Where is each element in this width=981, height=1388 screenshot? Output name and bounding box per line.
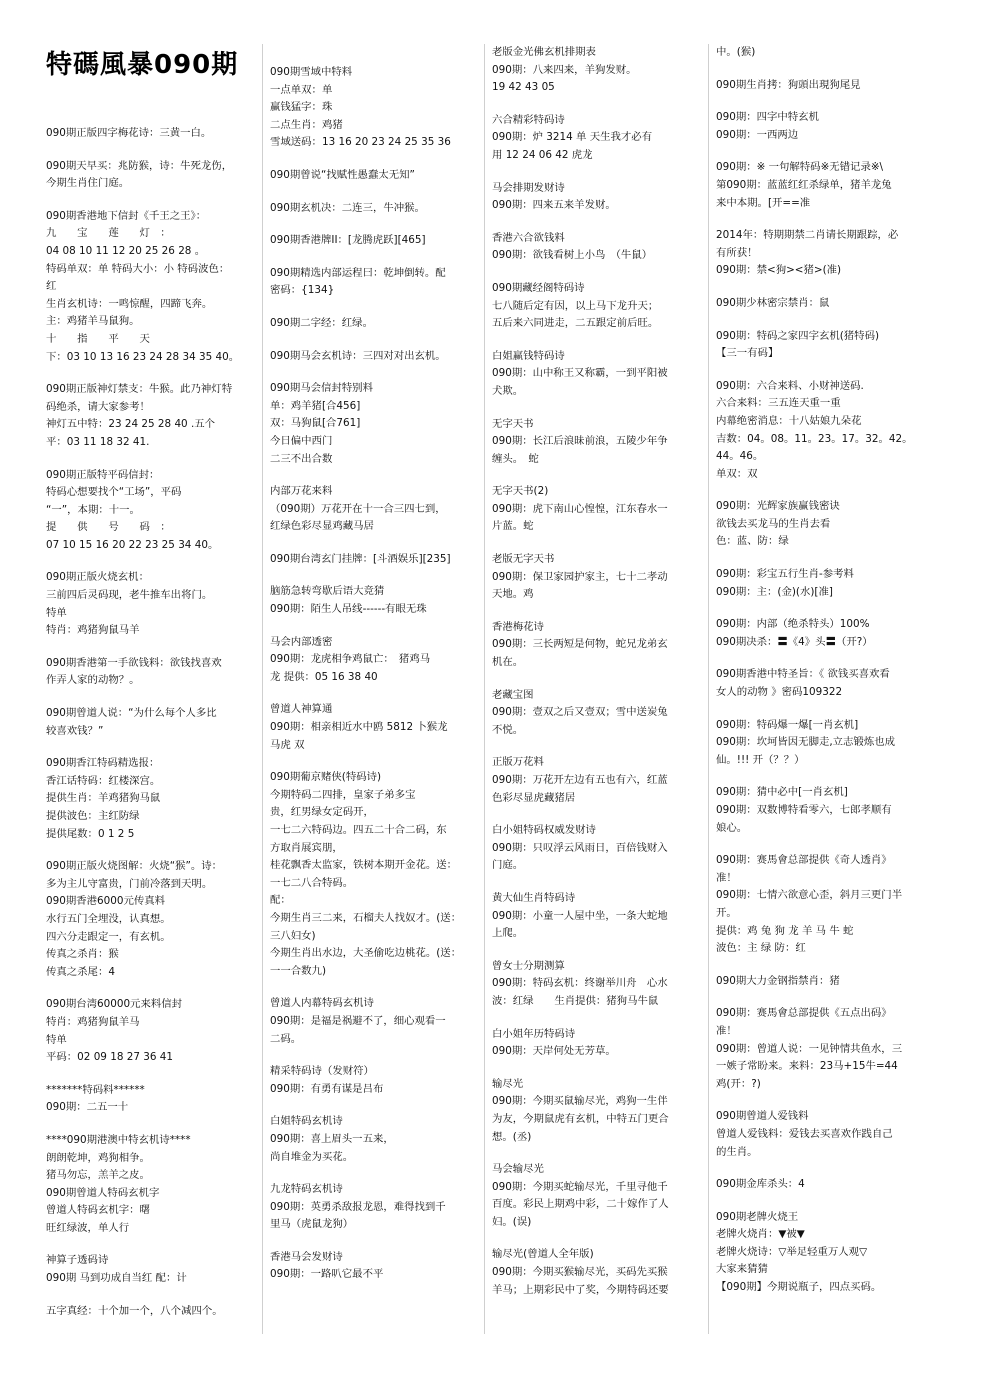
paragraph-gap [716,94,924,109]
text-line: 090期：特码爆一爆[一肖玄机] [716,718,859,731]
text-line: 输尽光(曾道人全年版) [492,1248,594,1261]
paragraph-gap [716,144,924,159]
text-line: 090期：内部（绝杀特头）100% [716,618,870,631]
text-line: 大家来猜猜 [716,1263,768,1276]
text-line: 来中本期。[开==准 [716,196,811,209]
text-line: 多为主儿守富贵，门前冷落到天明。 [46,877,213,890]
text-line: 老藏宝图 [492,688,534,701]
paragraph-gap [270,1098,476,1113]
text-line: 090期香港地下信封《千王之王》： [46,209,207,222]
text-line: 的生肖。 [716,1145,758,1158]
text-line: 想。(丞) [492,1130,532,1143]
text-line: 十 指 平 天 [46,332,150,345]
text-line: 090期正版四字梅花诗：三黄一白。 [46,127,212,139]
text-line: 双：马狗鼠[合761] [270,417,361,430]
text-line: 准！ [716,871,737,884]
text-line: 090期曾道人特码玄机字 [46,1186,160,1199]
text-line: 090期：坎坷皆因无脚走,立志锻炼也成 [716,736,895,749]
text-line: 机在。 [492,656,524,669]
text-line: 090期曾道人说：“为什么每个人多比 [46,707,217,720]
paragraph-gap [492,672,700,687]
text-line: 正版万花料 [492,756,544,769]
text-line: 色彩尽显虎藏猪居 [492,791,576,804]
text-line: 传真之杀肖：猴 [46,948,119,961]
paragraph-gap [492,943,700,958]
paragraph-gap [492,97,700,112]
text-line: 090期 马到功成自当红 配：计 [46,1272,187,1285]
text-line: 门庭。 [492,859,524,872]
text-line: 提供波色：主红防绿 [46,810,140,822]
paragraph-gap [716,1161,924,1176]
paragraph-gap [270,217,476,232]
text-line: 090期：六合来料、小财神送码. [716,379,864,392]
text-line: 老牌火烧肖：▼被▼ [716,1228,805,1241]
text-line: 090期天早买：兆防猴，诗：牛死龙伤， [46,159,233,172]
text-line: 090期精选内部运程曰：乾坤倒转。配 [270,266,446,279]
text-line: 娘心。 [716,821,748,834]
text-line: 欲钱去买龙马的生肖去看 [716,517,831,530]
text-line: 曾女士分期测算 [492,959,565,972]
text-line: 平：03 11 18 32 41. [46,435,150,448]
text-line: 090期台湾玄门挂牌：[斗酒娱乐][235] [270,552,451,565]
paragraph-gap [492,807,700,822]
text-line: 白姐赢钱特码诗 [492,349,565,362]
text-line: 六合精彩特码诗 [492,113,565,126]
text-line: 五字真经：十个加一个，八个减四个。 [46,1304,223,1317]
paragraph-gap [716,62,924,77]
paragraph-gap [716,363,924,378]
text-line: 090期藏经阁特码诗 [492,281,585,294]
text-line: 090期香港6000元传真料 [46,895,166,908]
paragraph-gap [716,1093,924,1108]
text-line: 090期：有勇有谋是吕布 [270,1082,384,1095]
paragraph-gap [716,651,924,666]
paragraph-gap [46,981,254,996]
text-line: 七八随后定有因，以上马下龙升天； [492,299,659,312]
text-line: 旺红绿波，单人行 [46,1221,130,1234]
text-line: 今期生肖三二来，石榴夫人找奴才。(送： [270,911,462,924]
text-line: 作弄人家的动物？。 [46,674,140,687]
text-line: 老牌火烧诗：▽举足轻重万人观▽ [716,1245,868,1258]
text-line: 090期马会玄机诗：三四对对出玄机。 [270,349,446,362]
text-line: 04 08 10 11 12 20 25 26 28 。 [46,244,206,257]
text-line: 神灯五中特：23 24 25 28 40 .五个 [46,418,216,431]
text-line: 马会内部透密 [270,635,333,648]
text-line: 天地。鸡 [492,588,534,601]
text-line: 脑筋急转弯歇后语大竞猜 [270,585,385,598]
text-line: 第090期：蓝蓝红红杀绿单，猪羊龙兔 [716,178,892,191]
paragraph-gap [46,843,254,858]
text-line: 贵，红男绿女定码开， [270,806,374,819]
text-line: 090期正版火烧玄机： [46,571,149,584]
paragraph-gap [716,551,924,566]
paragraph-gap [492,265,700,280]
text-line: 老版金光佛玄机排期表 [492,46,596,58]
text-line: 090期玄机决：二连三，牛冲猴。 [270,201,425,214]
paragraph-gap [270,300,476,315]
text-line: 主：鸡猪羊马鼠狗。 [46,315,140,328]
paragraph-gap [46,640,254,655]
text-line: 曾道人内幕特码玄机诗 [270,997,374,1010]
text-line: 一嫉子常盼来。来料：23马+15牛=44 [716,1060,898,1073]
text-line: 二三不出合数 [270,452,333,465]
text-line: “一”，本期：十一。 [46,503,140,516]
text-line: 黄大仙生肖特码诗 [492,891,576,904]
paragraph-gap [46,740,254,755]
text-line: 尚自堆金为买花。 [270,1150,354,1163]
text-line: 特肖：鸡猪狗鼠马羊 [46,624,140,637]
text-line: 44。46。 [716,450,764,463]
paragraph-gap [270,536,476,551]
paragraph-gap [270,333,476,348]
text-line: 神算子透码诗 [46,1254,109,1267]
text-line: 为友，今期鼠虎有玄机，中特五门更合 [492,1112,669,1125]
text-line: 朗朗乾坤，鸡狗相争。 [46,1151,150,1164]
text-line: 090期：二五一十 [46,1101,129,1114]
text-line: 090期雪域中特料 [270,66,353,78]
paragraph-gap [716,280,924,295]
text-line: 090期生肖拷：狗頭出現狗尾見 [716,78,861,91]
text-line: 090期二字经：红绿。 [270,316,373,329]
paragraph-gap [270,619,476,634]
text-line: 六合来料：三五连天重一重 [716,397,841,410]
text-line: 曾道人爱钱料：爱钱去买喜欢作践自己 [716,1127,893,1140]
text-line: 090期正版火烧图解：火烧“猴”。诗： [46,860,223,873]
text-line: 较喜欢钱？” [46,724,104,737]
text-line: 波色：主 绿 防：红 [716,942,806,955]
text-line: 特单 [46,1033,67,1046]
text-line: 中。(猴) [716,46,756,58]
text-line: 老版无字天书 [492,553,555,566]
paragraph-gap [270,686,476,701]
text-line: 090期香港牌II：[龙腾虎跃][465] [270,234,426,247]
paragraph-gap [270,568,476,583]
text-line: ****090期港澳中特玄机诗**** [46,1133,191,1146]
text-line: 马会排期发财诗 [492,181,565,194]
paragraph-gap [46,554,254,569]
text-line: 白小姐年历特码诗 [492,1027,576,1040]
text-line: 码绝杀，请大家参考！ [46,400,150,413]
text-line: 今期生肖住门庭。 [46,177,130,190]
text-line: 090期：喜上眉头一五来， [270,1132,394,1145]
text-line: 桂花飘香太监家，铁树本期开金花。送： [270,859,458,872]
paragraph-gap [270,152,476,167]
text-line: 龙 提供：05 16 38 40 [270,670,378,683]
text-line: 090期：一路叭它最不平 [270,1268,384,1281]
paragraph-gap [492,468,700,483]
page-title: 特碼風暴090期 [46,50,239,80]
text-line: 下：03 10 13 16 23 24 28 34 35 40。 [46,350,240,363]
text-line: 配： [270,894,291,907]
column-divider [262,44,263,1334]
text-line: 090期：万花开左边有五也有六，红蓝 [492,774,668,786]
text-line: 090期马会信封特别料 [270,382,373,395]
text-line: 白小姐特码权威发财诗 [492,824,596,837]
text-line: 吉数：04。08。11。23。17。32。42。 [716,432,913,445]
text-line: 准！ [716,1024,737,1037]
text-line: 一点单双：单 [270,83,333,96]
text-line: 090期决杀：〓《4》头〓（开?） [716,635,873,648]
paragraph-gap [270,1166,476,1181]
paragraph-gap [716,958,924,973]
text-line: 090期：只叹浮云风雨日，百倍钱财入 [492,841,668,854]
text-line: 090期：一西两边 [716,128,799,141]
text-line: 红 [46,280,57,293]
text-line: 090期台湾60000元来料信封 [46,998,183,1011]
text-line: 特码心想要找个“工场”，平码 [46,486,182,499]
text-line: 090期：小童一人屋中坐，一条大蛇地 [492,909,668,922]
text-line: 一七二六特码边。四五二十合二码，东 [270,824,447,836]
text-line: 090期曾道人爱钱料 [716,1110,809,1123]
text-line: 特肖：鸡猪狗鼠羊马 [46,1015,140,1028]
text-line: 07 10 15 16 20 22 23 25 34 40。 [46,538,219,551]
paragraph-gap [270,185,476,200]
text-line: 妇。(误) [492,1215,532,1228]
text-line: 090期：猜中必中[一肖玄机] [716,786,848,799]
column-divider [708,44,709,1334]
text-line: 马会输尽光 [492,1163,544,1176]
text-line: 090期：赛馬會总部提供《五点出码》 [716,1007,892,1020]
text-line: 片蓝。蛇 [492,520,534,533]
text-line: 090期：双数博特看零六，七郎孝顺有 [716,804,892,816]
text-line: 猪马勿忘，羔羊之皮。 [46,1169,150,1182]
text-line: 不悦。 [492,723,524,736]
text-line: 19 42 43 05 [492,81,555,94]
text-line: 【三一有码】 [716,347,779,360]
paragraph-gap [716,1194,924,1209]
paragraph-gap [492,739,700,754]
text-line: 单：鸡羊猪[合456] [270,399,361,412]
text-line: 香港梅花诗 [492,620,544,633]
paragraph-gap [492,1061,700,1076]
paragraph-gap [492,401,700,416]
paragraph-gap [270,468,476,483]
text-line: 仙。!!! 开（？？） [716,753,805,766]
text-line: 090期：虎下南山心惶惶，江东春水一 [492,502,668,515]
paragraph-gap [716,837,924,852]
text-line: 白姐特码玄机诗 [270,1115,343,1128]
text-line: 090期：四来五来羊发财。 [492,199,616,212]
text-line: 传真之杀尾：4 [46,965,115,978]
text-line: 今期特码二四排，皇家子弟多宝 [270,788,416,801]
text-line: 女人的动物 》密码109322 [716,686,843,699]
paragraph-gap [46,143,254,158]
paragraph-gap [270,980,476,995]
text-line: 香港马会发财诗 [270,1250,343,1263]
text-line: 090期曾说“找赋性愚蠢太无知” [270,168,415,181]
text-line: 无字天书 [492,417,534,430]
text-line: 090期：八来四来，羊狗发财。 [492,63,637,76]
text-line: 特码单双：单 特码大小：小 特码波色： [46,262,230,275]
text-line: 一七二八合特码。 [270,876,354,889]
text-line: 曾道人特码玄机字：曙 [46,1204,150,1217]
text-line: 090期：今期买猴输尽光，买码先买猴 [492,1266,668,1279]
paragraph-gap [716,990,924,1005]
text-line: 犬欺。 [492,384,524,397]
text-line: 090期老牌火烧王 [716,1210,799,1223]
text-line: 平码：02 09 18 27 36 41 [46,1051,174,1064]
text-line: 缠头。 蛇 [492,452,539,465]
text-line: 090期：炉 3214 单 天生我才必有 [492,131,653,144]
text-line: 密码：{134} [270,284,335,297]
text-line: 开。 [716,906,737,919]
text-line: 090期：相亲相近水中鸥 5812 卜猴龙 [270,721,448,734]
text-line: 雪域送码：13 16 20 23 24 25 35 36 [270,136,451,149]
text-line: 上爬。 [492,927,524,940]
text-line: *******特码料****** [46,1083,145,1096]
text-line: 090期：主：(金)(水)[准] [716,585,833,598]
text-line: 五后来六同进走，二五跟定前后旺。 [492,317,659,330]
paragraph-gap [492,165,700,180]
text-line: 百度。彩民上期鸡中彩，二十嫁作了人 [492,1198,669,1211]
text-line: 090期香港第一手欲钱料：欲钱找喜欢 [46,656,222,669]
text-line: 提供：鸡 兔 狗 龙 羊 马 牛 蛇 [716,924,854,937]
text-line: 090期：天岸何处无芳草。 [492,1045,616,1058]
text-line: 红绿色彩尽显鸡藏马居 [270,520,374,533]
text-line: 090期：山中称王又称霸，一到平阳被 [492,367,668,380]
text-line: 二码。 [270,1032,302,1045]
text-line: 今日偏中西门 [270,434,333,447]
paragraph-gap [270,365,476,380]
text-line: 曾道人神算通 [270,703,333,716]
text-line: 090期大力金钢指禁肖：猪 [716,974,840,987]
text-line: 用 12 24 06 42 虎龙 [492,148,593,161]
text-line: 2014年：特期期禁二肖请长期跟踪，必 [716,229,899,242]
paragraph-gap [492,333,700,348]
text-column-2 [270,64,476,1284]
text-line: 090期：特码之家四字玄机(猪特码) [716,329,880,342]
text-line: 特单 [46,606,67,619]
text-line: 090期：彩宝五行生肖-参考料 [716,568,854,581]
text-line: 马虎 双 [270,738,305,751]
text-line: 一一合数九) [270,964,327,977]
text-line: 090期：是福是祸避不了，细心观看一 [270,1014,446,1027]
text-line: 090期：龙虎相争鸡鼠亡： 猪鸡马 [270,653,431,666]
text-line: 九 宝 莲 灯 ： [46,227,171,240]
paragraph-gap [46,452,254,467]
text-line: 香江话特码：红楼深宫。 [46,774,161,787]
text-line: 090期：禁<狗><猪>(准) [716,264,842,277]
text-line: 090期香江特码精选报： [46,757,160,770]
text-line: 090期：四字中特玄机 [716,111,819,124]
text-line: 提供生肖：羊鸡猪狗马鼠 [46,792,161,805]
paragraph-gap [46,193,254,208]
text-column-4 [716,44,924,1297]
column-divider [484,44,485,1334]
paragraph-gap [46,366,254,381]
text-line: 090期金库杀头：4 [716,1178,805,1191]
text-line: 090期：长江后浪昧前浪，五陵少年争 [492,435,668,448]
text-line: 090期：曾道人说：一见钟情共鱼水，三 [716,1042,903,1055]
paragraph-gap [716,212,924,227]
text-line: 090期葡京赌侠(特码诗) [270,771,382,784]
text-line: 090期：特码玄机：终谢举川舟 心水 [492,977,668,990]
text-line: 090期香港中特圣旨：《 欲钱买喜欢看 [716,668,890,681]
paragraph-gap [716,601,924,616]
text-line: 里马（虎鼠龙狗） [270,1218,354,1231]
text-line: 二点生肖：鸡猪 [270,118,343,131]
paragraph-gap [46,1237,254,1252]
text-line: 提供尾数：0 1 2 5 [46,827,135,840]
text-line: 提 供 号 码 ： [46,521,171,534]
paragraph-gap [46,690,254,705]
text-line: 090期：今期买蛇输尽光，千里寻他千 [492,1180,668,1193]
paragraph-gap [270,1048,476,1063]
text-line: 090期：保卫家园护家主，七十二孝动 [492,570,668,583]
text-line: 三八妇女) [270,929,316,942]
text-line: （090期）万花开在十一合三四七到， [270,502,446,515]
paragraph-gap [46,1067,254,1082]
text-line: 四六分走跟定一，有玄机。 [46,930,171,943]
text-line: 内幕绝密消息：十八姑娘九朵花 [716,414,862,427]
paragraph-gap [270,250,476,265]
text-line: 输尽光 [492,1077,524,1090]
text-line: 赢钱猛字：珠 [270,101,333,114]
paragraph-gap [716,483,924,498]
text-line: 090期正版特平码信封： [46,468,160,481]
text-line: 090期：英勇杀敌报龙恩，难得找到千 [270,1200,446,1213]
text-line: 鸡(开：?) [716,1077,761,1090]
text-line: 今期生肖出水边，大圣偷吃边桃花。(送： [270,947,462,960]
text-line: 090期：赛馬會总部提供《奇人透肖》 [716,854,892,867]
text-line: 内部万花来料 [270,485,333,498]
text-line: 水行五门全埋没，认真想。 [46,912,171,925]
text-column-3 [492,44,700,1299]
text-line: 090期少林密宗禁肖：鼠 [716,296,830,309]
paragraph-gap [492,1011,700,1026]
paragraph-gap [270,1234,476,1249]
text-line: 三前四后灵码现，老牛推车出将门。 [46,589,213,602]
paragraph-gap [492,536,700,551]
text-line: 方取肖展宾朋， [270,841,343,854]
text-line: 090期：欲钱看树上小鸟 （牛鼠） [492,249,653,262]
paragraph-gap [492,1146,700,1161]
paragraph-gap [492,215,700,230]
text-line: 090期：陌生人吊线------有眼无珠 [270,603,427,616]
paragraph-gap [270,754,476,769]
text-line: 090期：七情六欲意心歪，斜月三更门半 [716,889,903,902]
paragraph-gap [492,604,700,619]
text-line: 090期正版神灯禁支：牛猴。此乃神灯特 [46,383,233,396]
paragraph-gap [492,875,700,890]
text-line: 【090期】今期说瓶子，四点买码。 [716,1281,882,1294]
text-line: 色：蓝、防：绿 [716,535,789,548]
paragraph-gap [716,702,924,717]
text-line: 090期：今期买鼠输尽光，鸡狗一生伴 [492,1095,668,1108]
text-column-1 [46,125,254,1320]
text-line: 无字天书(2) [492,485,549,498]
text-line: 九龙特码玄机诗 [270,1183,343,1196]
paragraph-gap [46,1288,254,1303]
text-line: 生肖玄机诗：一鸣惊醒，四蹄飞奔。 [46,297,213,310]
text-line: 090期：※ 一句解特码※无错记录※\ [716,161,884,174]
text-line: 090期：壹双之后又壹双；雪中送炭兔 [492,706,668,719]
paragraph-gap [492,1231,700,1246]
text-line: 香港六合欲钱料 [492,231,565,244]
text-line: 090期：光辉家族赢钱密诀 [716,500,840,513]
text-line: 单双：双 [716,467,758,480]
paragraph-gap [716,313,924,328]
text-line: 090期：三长两短是何物，蛇兄龙弟玄 [492,638,668,651]
text-line: 精采特码诗（发财符） [270,1065,374,1078]
text-line: 羊马；上期彩民中了奖，今期特码还要 [492,1283,669,1296]
paragraph-gap [46,1117,254,1132]
text-line: 有所获！ [716,246,758,259]
paragraph-gap [716,769,924,784]
text-line: 波：红绿 生肖提供：猪狗马牛鼠 [492,994,659,1007]
